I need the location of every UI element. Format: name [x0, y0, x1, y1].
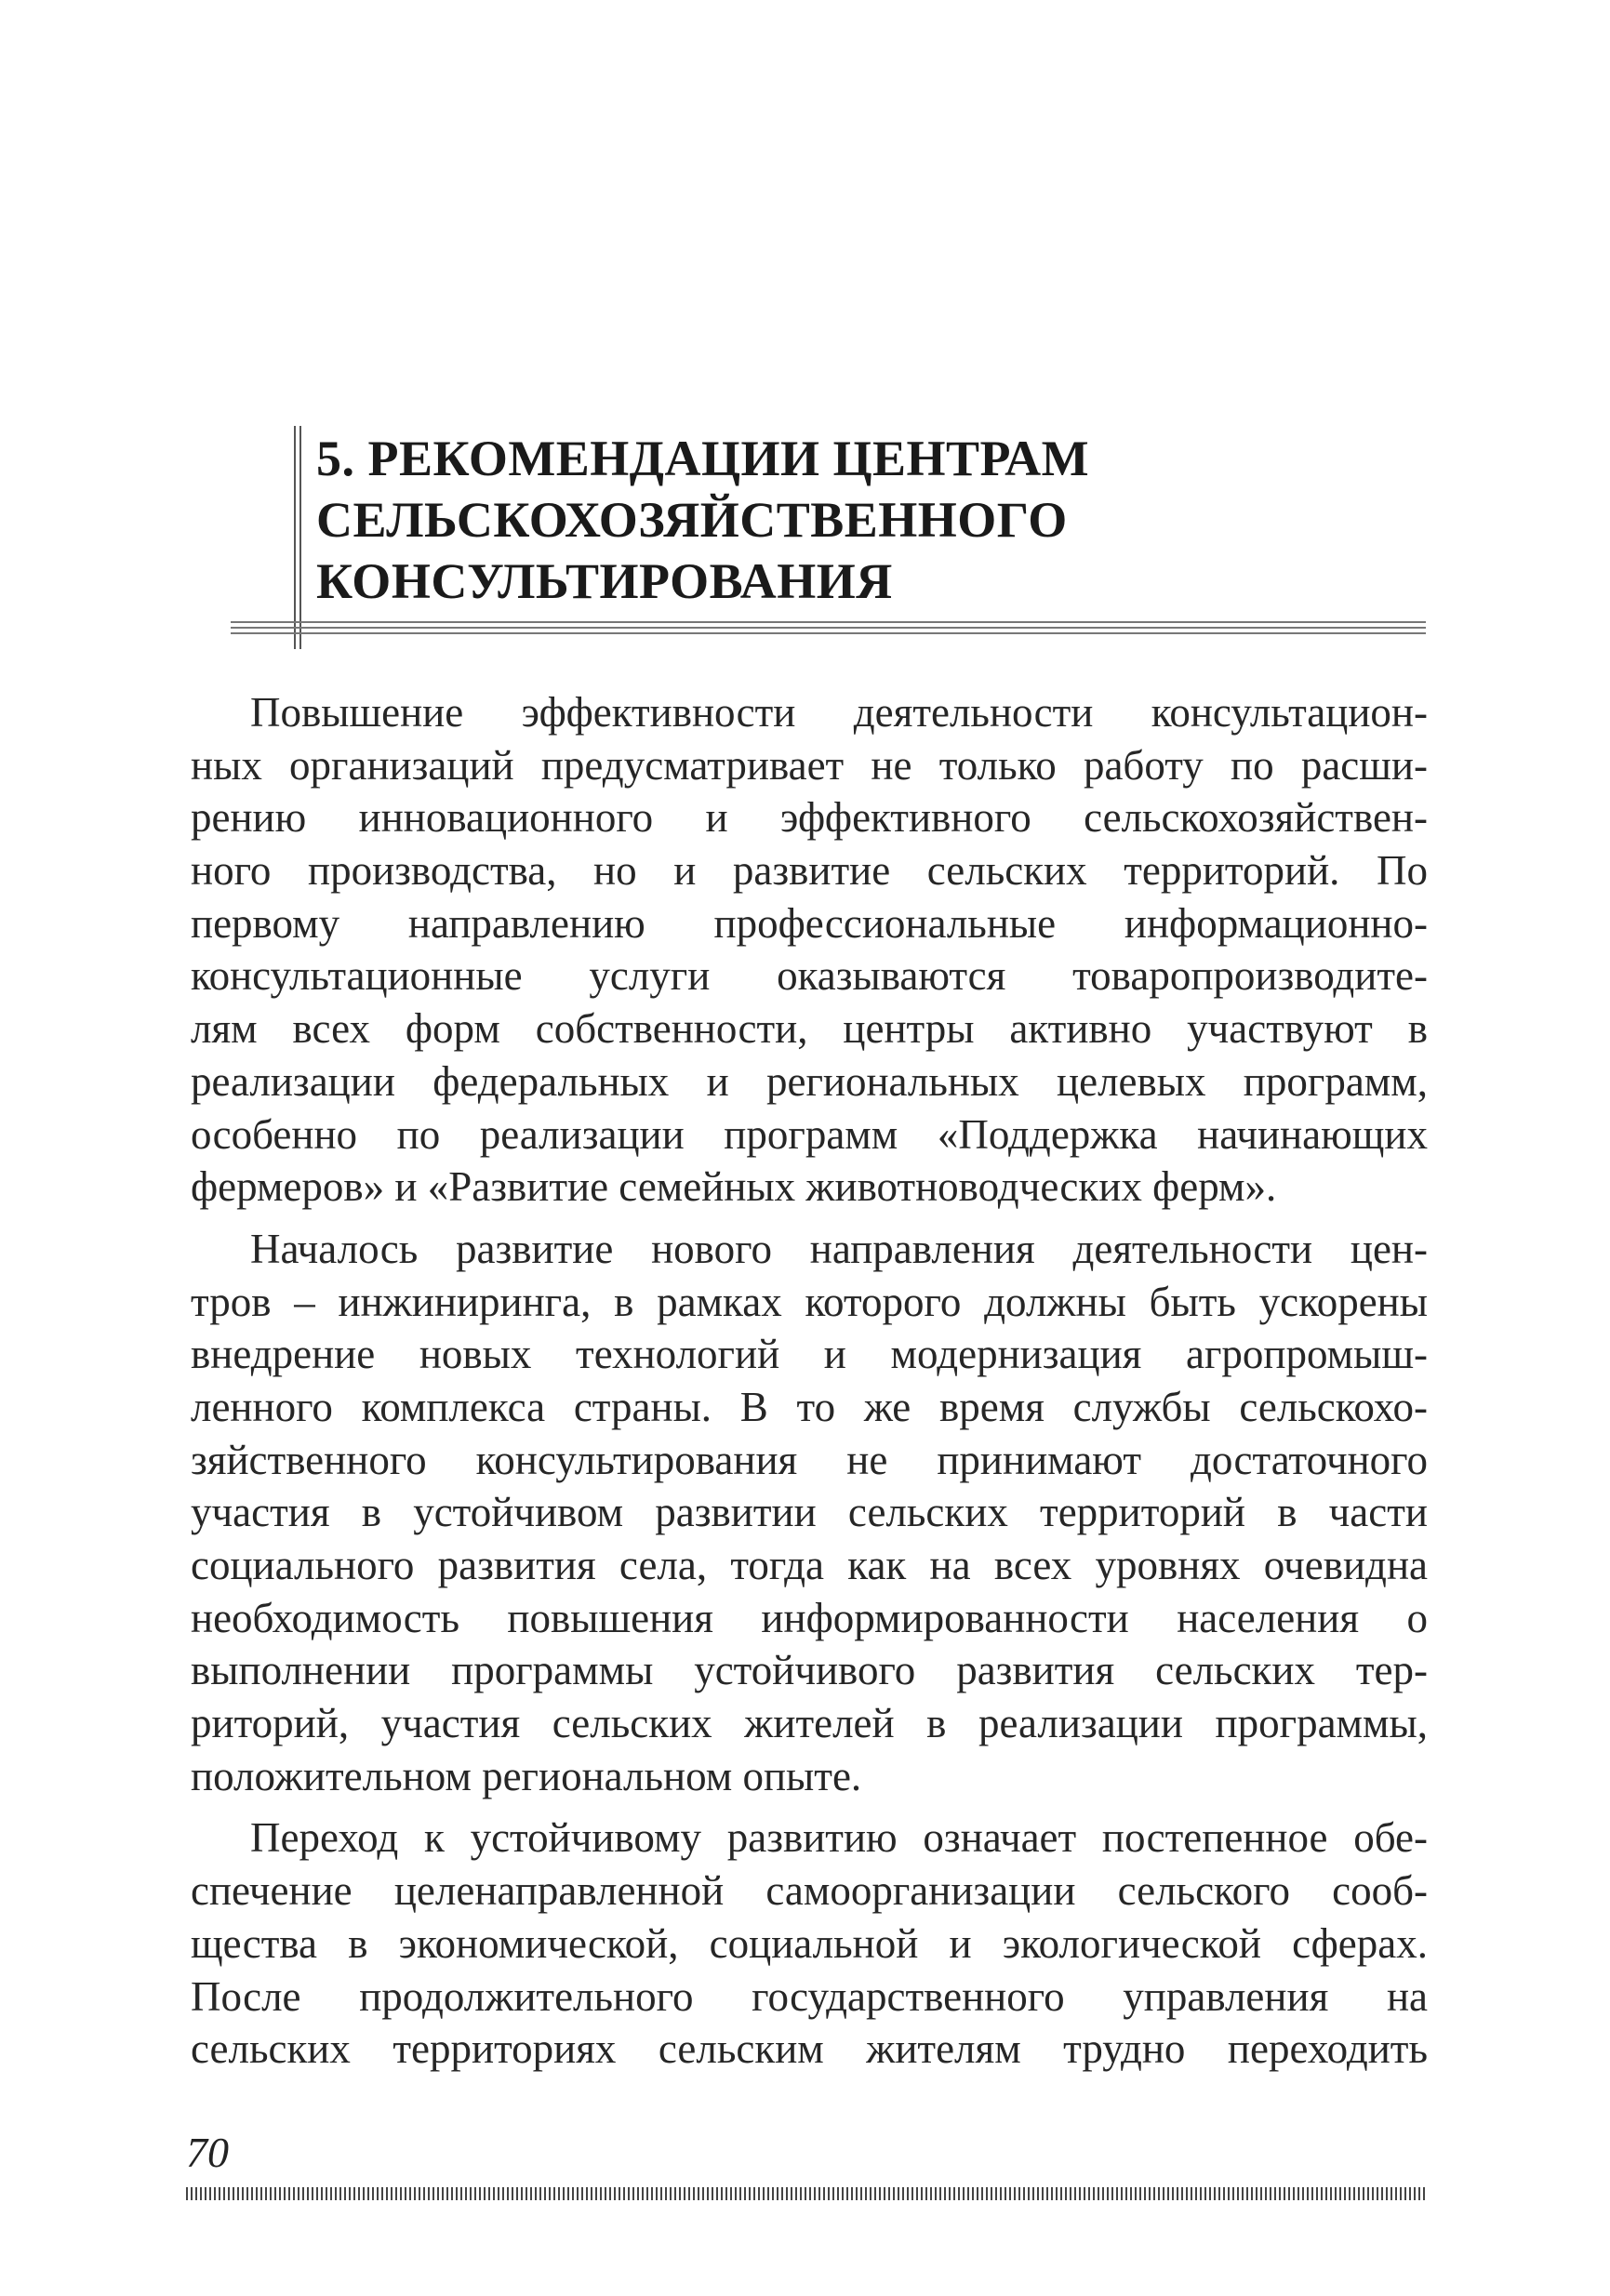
heading-horizontal-rule: [231, 621, 1426, 623]
text-line: участия в устойчивом развитии сельских территорий в части: [191, 1489, 1428, 1536]
chapter-title: [316, 428, 1386, 612]
text-line: первому направлению профессиональные информационно-: [191, 899, 1428, 947]
text-line: необходимость повышения информированности населения о: [191, 1594, 1428, 1641]
heading-vertical-rule: [294, 426, 296, 649]
text-line: Переход к устойчивому развитию означает постепенное обе-: [250, 1814, 1428, 1862]
text-line: зяйственного консультирования не принимают достаточного: [191, 1436, 1428, 1483]
text-line: реализации федеральных и региональных целевых программ,: [191, 1057, 1428, 1105]
heading-vertical-rule: [299, 426, 301, 649]
chapter-title-line: 5. РЕКОМЕНДАЦИИ ЦЕНТРАМ: [316, 431, 1090, 486]
text-line: выполнении программы устойчивого развития сельских тер-: [191, 1647, 1428, 1694]
text-line: риторий, участия сельских жителей в реализации программы,: [191, 1700, 1428, 1747]
text-line: положительном региональном опыте.: [191, 1752, 862, 1799]
text-line: После продолжительного государственного управления на: [191, 1972, 1428, 2020]
text-line: фермеров» и «Развитие семейных животноводческих ферм».: [191, 1163, 1277, 1211]
chapter-title-line: КОНСУЛЬТИРОВАНИЯ: [316, 553, 893, 609]
text-line: щества в экономической, социальной и экологической сферах.: [191, 1919, 1428, 1967]
paragraph-3: [191, 1812, 1428, 2075]
page-number: 70: [186, 2129, 229, 2176]
footer-hatched-rule: [186, 2187, 1428, 2200]
text-line: рению инновационного и эффективного сельскохозяйствен-: [191, 794, 1428, 842]
text-line: Началось развитие нового направления деятельности цен-: [250, 1225, 1428, 1272]
text-line: ного производства, но и развитие сельских территорий. По: [191, 847, 1428, 895]
paragraph-1: [191, 686, 1428, 1214]
text-line: ленного комплекса страны. В то же время службы сельскохо-: [191, 1383, 1428, 1430]
text-line: ных организаций предусматривает не только работу по расши-: [191, 741, 1428, 789]
text-line: сельских территориях сельским жителям трудно переходить: [191, 2025, 1428, 2073]
text-line: спечение целенаправленной самоорганизации сельского сооб-: [191, 1867, 1428, 1915]
body-text: [191, 686, 1428, 2085]
heading-horizontal-rule: [231, 627, 1426, 629]
text-line: консультационные услуги оказываются товаропроизводите-: [191, 952, 1428, 1000]
text-line: социального развития села, тогда как на всех уровнях очевидна: [191, 1542, 1428, 1588]
text-line: внедрение новых технологий и модернизация агропромыш-: [191, 1331, 1428, 1378]
text-line: Повышение эффективности деятельности консультацион-: [250, 689, 1428, 736]
paragraph-2: [191, 1223, 1428, 1803]
chapter-title-line: СЕЛЬСКОХОЗЯЙСТВЕННОГО: [316, 492, 1068, 548]
text-line: особенно по реализации программ «Поддержка начинающих: [191, 1110, 1428, 1158]
text-line: лям всех форм собственности, центры активно участвуют в: [191, 1005, 1428, 1053]
text-line: тров – инжиниринга, в рамках которого должны быть ускорены: [191, 1278, 1428, 1325]
heading-horizontal-rule: [231, 632, 1426, 634]
